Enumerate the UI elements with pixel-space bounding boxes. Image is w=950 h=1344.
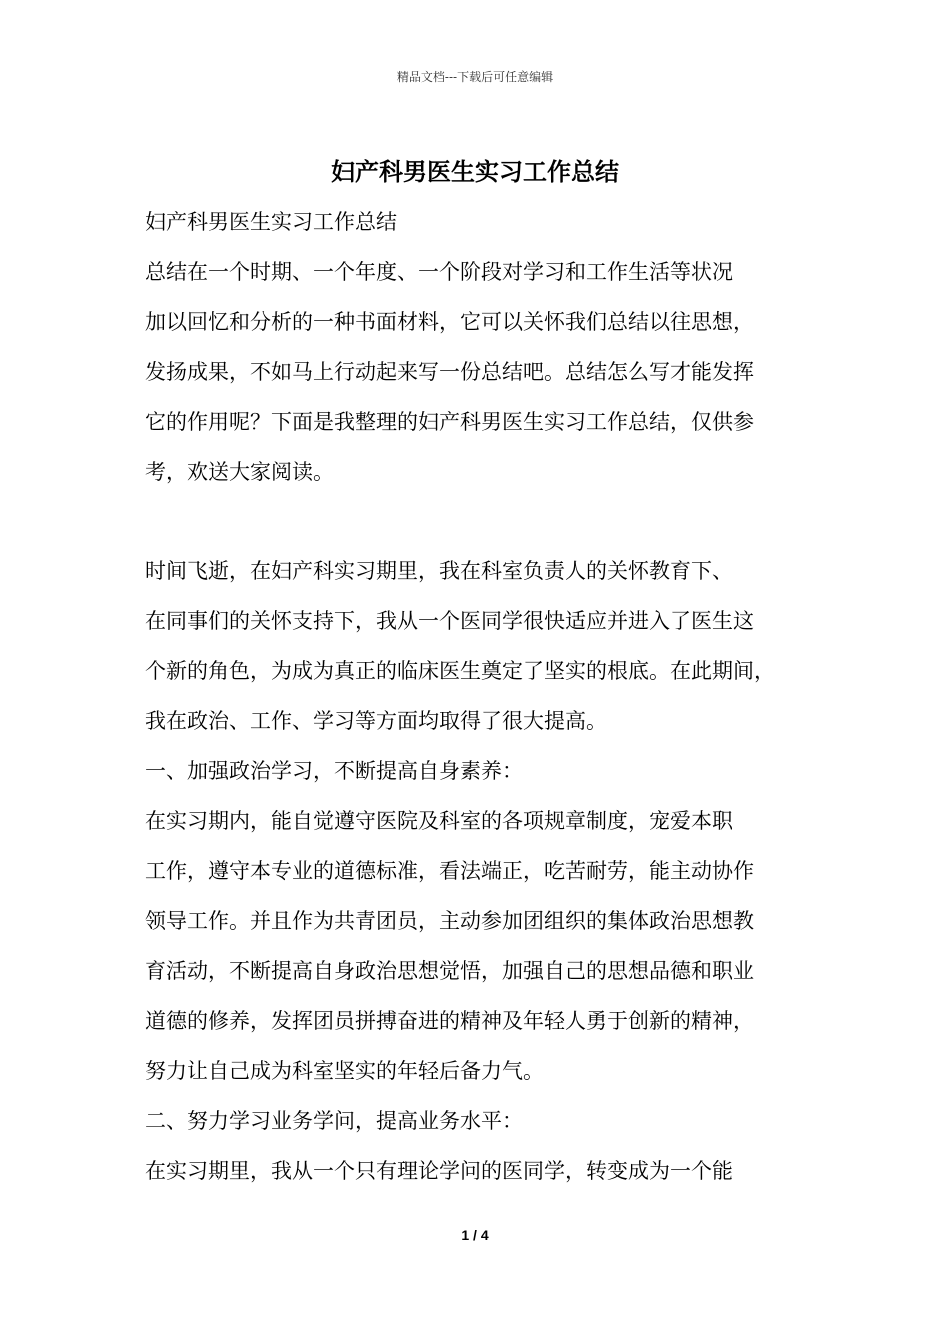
- paragraph-line: 我在政治、工作、学习等方面均取得了很大提高。: [145, 709, 607, 733]
- paragraph-line: 加以回忆和分析的一种书面材料，它可以关怀我们总结以往思想，: [145, 310, 754, 334]
- paragraph-line: 努力让自己成为科室坚实的年轻后备力气。: [145, 1059, 544, 1083]
- paragraph-line: 工作，遵守本专业的道德标准，看法端正，吃苦耐劳，能主动协作: [145, 859, 754, 883]
- paragraph-line: 发扬成果，不如马上行动起来写一份总结吧。总结怎么写才能发挥: [145, 360, 754, 384]
- paragraph-line: 在同事们的关怀支持下，我从一个医同学很快适应并进入了医生这: [145, 609, 754, 633]
- paragraph-line: 个新的角色，为成为真正的临床医生奠定了坚实的根底。在此期间，: [145, 659, 775, 683]
- paragraph-line: 育活动，不断提高自身政治思想觉悟，加强自己的思想品德和职业: [145, 959, 754, 983]
- paragraph-line: 在实习期里，我从一个只有理论学问的医同学，转变成为一个能: [145, 1159, 733, 1183]
- page-number: 1 / 4: [461, 1227, 489, 1243]
- paragraph-line: 考，欢送大家阅读。: [145, 460, 334, 484]
- section-heading: 二、努力学习业务学问，提高业务水平：: [145, 1109, 523, 1133]
- paragraph-line: 总结在一个时期、一个年度、一个阶段对学习和工作生活等状况: [145, 260, 733, 284]
- paragraph-line: 道德的修养，发挥团员拼搏奋进的精神及年轻人勇于创新的精神，: [145, 1009, 754, 1033]
- section-heading: 一、加强政治学习，不断提高自身素养：: [145, 759, 523, 783]
- paragraph-line: 时间飞逝，在妇产科实习期里，我在科室负责人的关怀教育下、: [145, 559, 733, 583]
- subtitle-line: 妇产科男医生实习工作总结: [145, 210, 397, 234]
- paragraph-line: 它的作用呢？下面是我整理的妇产科男医生实习工作总结，仅供参: [145, 410, 754, 434]
- header-note: 精品文档---下载后可任意编辑: [396, 70, 554, 84]
- paragraph-line: 在实习期内，能自觉遵守医院及科室的各项规章制度，宠爱本职: [145, 809, 733, 833]
- paragraph-line: 领导工作。并且作为共青团员，主动参加团组织的集体政治思想教: [145, 909, 754, 933]
- document-title: 妇产科男医生实习工作总结: [331, 157, 619, 186]
